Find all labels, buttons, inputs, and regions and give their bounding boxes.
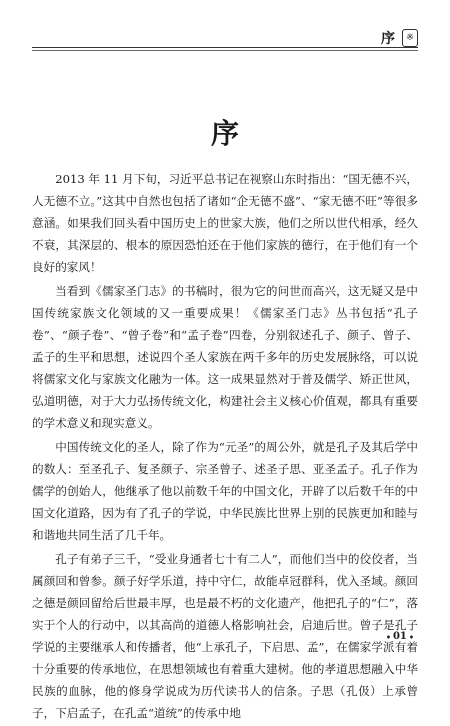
paragraph-2: 当看到《儒家圣门志》的书稿时，很为它的问世而高兴，这无疑又是中国传统家族文化领域的又一重要成果！《儒家圣门志》丛书包括“孔子卷”、“颜子卷”、“曾子卷”和“孟子卷”四卷，分别叙述孔子、颜子、曾子、孟子的生平和思想，述说四个圣人家族在两千多年的历史发展脉络，可以说将儒家文化与家族文化融为一体。这一成果显然对于普及儒学、矫正世风，弘道明德，对于大力弘扬传统文化，构建社会主义核心价值观，都具有重要的学术意义和现实意义。 (32, 284, 418, 430)
header-rule-thin (32, 50, 418, 51)
paragraph-1: 2013 年 11 月下旬，习近平总书记在视察山东时指出：“国无德不兴，人无德不立。”这其中自然也包括了诸如“企无德不盛”、“家无德不旺”等很多意涵。如果我们回头看中国历史上的世家大族，他们之所以世代相承，经久不衰，其深层的、根本的原因恐怕还在于他们家族的德行，在于他们有一个良好的家风！ (32, 172, 418, 274)
dot-icon: • (385, 631, 391, 642)
running-header (381, 28, 418, 48)
page-number (386, 631, 414, 642)
page-number-value: 01 (392, 631, 407, 642)
header-rule (32, 47, 418, 48)
running-header-title: 序 (381, 31, 396, 47)
body-text (32, 168, 418, 726)
dot-icon: • (408, 631, 414, 642)
paragraph-3: 中国传统文化的圣人，除了作为“元圣”的周公外，就是孔子及其后学中的数人：至圣孔子、复圣颜子、宗圣曾子、述圣子思、亚圣孟子。孔子作为儒学的创始人，他继承了他以前数千年的中国文化，开辟了以后数千年的中国文化道路，因为有了孔子的学说，中华民族比世界上别的民族更加和睦与和谐地共同生活了几千年。 (32, 440, 418, 542)
page-title: 序 (210, 117, 239, 150)
ornament-icon: ※ (402, 29, 418, 47)
paragraph-4: 孔子有弟子三千，“受业身通者七十有二人”，而他们当中的佼佼者，当属颜回和曾参。颜子好学乐道，持中守仁，故能卓冠群科，优入圣域。颜回之德是颜回留给后世最丰厚，也是最不朽的文化遗产，他把孔子的“仁”，落实于个人的行动中，以其高尚的道德人格影响社会，启迪后世。曾子是孔子学说的主要继承人和传播者，他“上承孔子，下启思、孟”，在儒家学派有着十分重要的传承地位，在思想领域也有着重大建树。他的孝道思想融入中华民族的血脉，他的修身学说成为历代读书人的信条。子思（孔伋）上承曾子，下启孟子，在孔孟“道统”的传承中地 (32, 552, 418, 720)
